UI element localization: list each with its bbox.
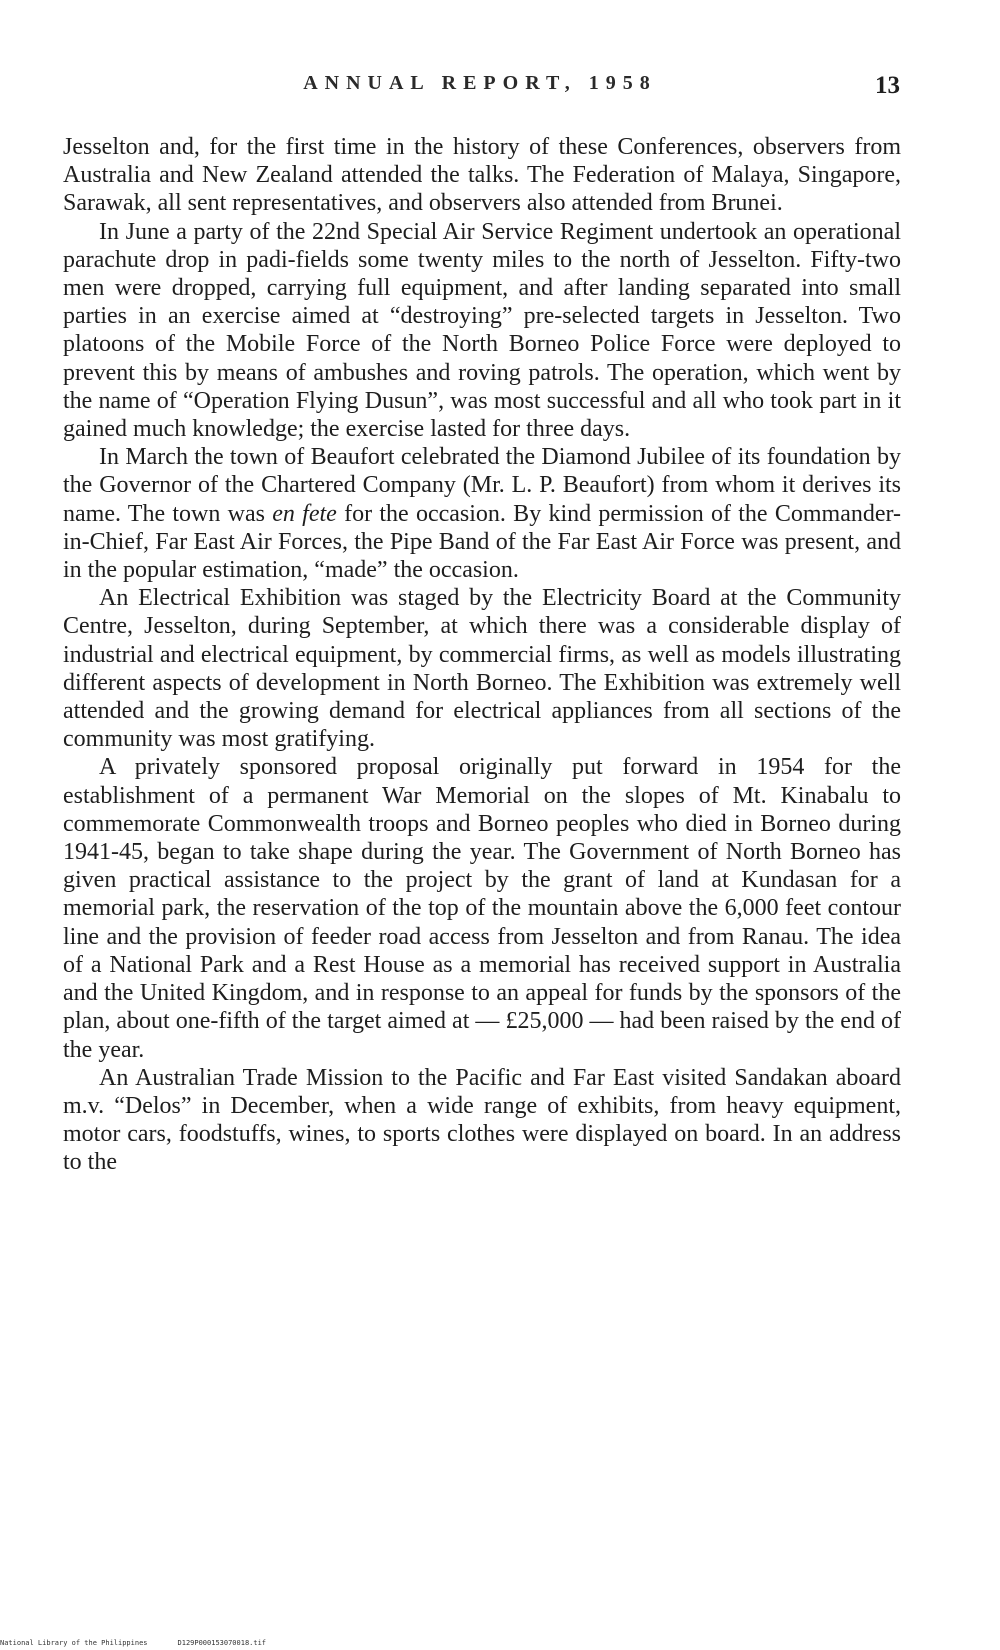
footer-file-id: D129P000153070018.tif [177, 1639, 267, 1647]
paragraph-sas-parachute-drop: In June a party of the 22nd Special Air Service Regiment undertook an operational parachute drop in padi-fields some twenty miles to the north of Jesselton. Fifty-two men were dropped, carrying full equipment, and after landing separated into small parties in an exercise aimed at “destroying” pre-selected targets in Jesselton. Two platoons of the Mobile Force of the North Borneo Police Force were deployed to prevent this by means of ambushes and roving patrols. The operation, which went by the name of “Operation Flying Dusun”, was most successful and all who took part in it gained much knowledge; the exercise lasted for three days. [63, 218, 901, 443]
paragraph-electrical-exhibition: An Electrical Exhibition was staged by the Electricity Board at the Community Centre, Jesselton, during September, at which there was a considerable display of industrial and electrical equipment, by commercial firms, as well as models illustrating different aspects of development in North Borneo. The Exhibition was extremely well attended and the growing demand for electrical appliances from all sections of the community was most gratifying. [63, 585, 901, 753]
paragraph-beaufort-jubilee [63, 443, 901, 584]
paragraph-conference-continued: Jesselton and, for the first time in the history of these Conferences, observers from Australia and New Zealand attended the talks. The Federation of Malaya, Singapore, Sarawak, all sent representatives, and observers also attended from Brunei. [63, 134, 901, 217]
footer-library: National Library of the Philippines [0, 1639, 148, 1647]
beaufort-text-end: for the occasion. By kind permission of the Commander-in-Chief, Far East Air Forces, the Pipe Band of the Far East Air Force was present, and in the popular estimation, “made” the occasion. [63, 500, 901, 584]
scan-footer [0, 1639, 296, 1647]
beaufort-italic-phrase: en fete [272, 500, 337, 527]
paragraph-trade-mission: An Australian Trade Mission to the Pacific and Far East visited Sandakan aboard m.v. “Delos” in December, when a wide range of exhibits, from heavy equipment, motor cars, foodstuffs, wines, to sports clothes were displayed on board. In an address to the [63, 1064, 901, 1176]
running-header [60, 72, 900, 112]
beaufort-text-start: In March the town of Beaufort celebrated the Diamond Jubilee of its foundation by the Governor of the Chartered Company (Mr. L. P. Beaufort) from whom it derives its name. The town was [63, 444, 901, 527]
running-title: ANNUAL REPORT, 1958 [303, 72, 657, 94]
page-number: 13 [875, 72, 900, 99]
body-text [63, 133, 901, 1177]
paragraph-war-memorial: A privately sponsored proposal originally put forward in 1954 for the establishment of a permanent War Memorial on the slopes of Mt. Kinabalu to commemorate Commonwealth troops and Borneo peoples who died in Borneo during 1941-45, began to take shape during the year. The Government of North Borneo has given practical assistance to the project by the grant of land at Kundasan for a memorial park, the reservation of the top of the mountain above the 6,000 feet contour line and the provision of feeder road access from Jesselton and from Ranau. The idea of a National Park and a Rest House as a memorial has received support in Australia and the United Kingdom, and in response to an appeal for funds by the sponsors of the plan, about one-fifth of the target aimed at — £25,000 — had been raised by the end of the year. [63, 754, 901, 1063]
